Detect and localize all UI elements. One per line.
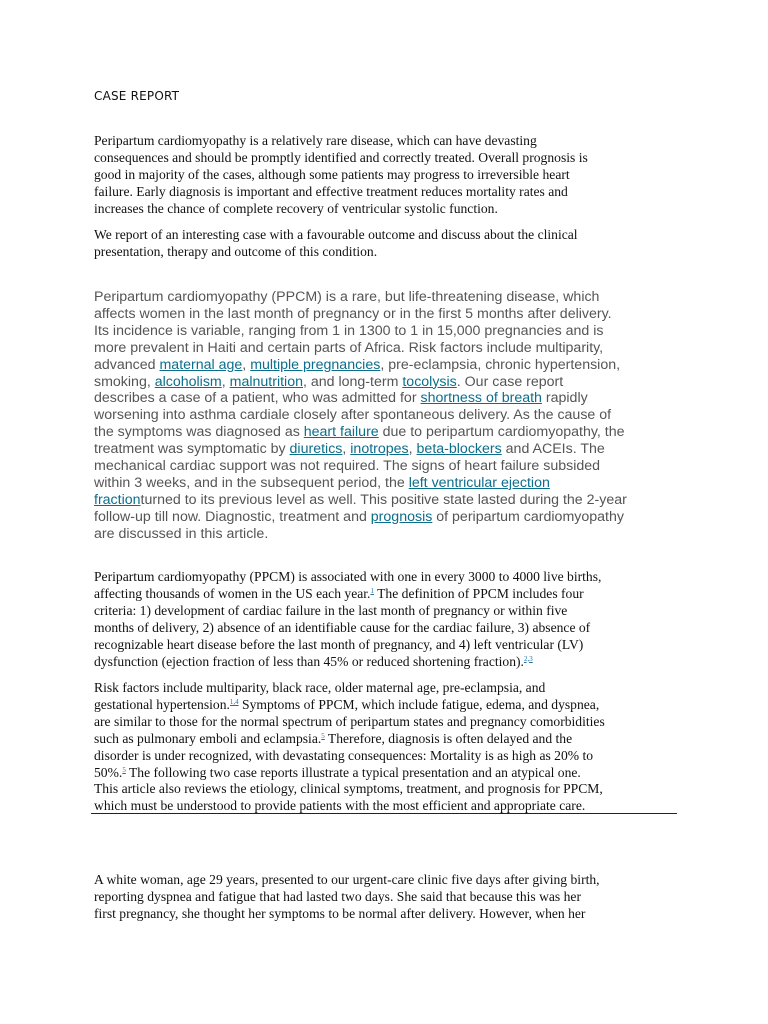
text-span: smoking, (94, 373, 155, 390)
link-beta-blockers[interactable]: beta-blockers (416, 441, 502, 458)
text-span: gestational hypertension. (94, 696, 230, 712)
text-line (94, 441, 694, 458)
text-line (94, 509, 694, 526)
text-line: good in majority of the cases, although some patients may progress to irreversible heart (94, 166, 570, 182)
text-line: more prevalent in Haiti and certain parts of Africa. Risk factors include multiparity, (94, 339, 604, 356)
text-line (94, 475, 694, 492)
text-span: The definition of PPCM includes four (373, 585, 584, 601)
text-line: are discussed in this article. (94, 525, 269, 542)
text-line (94, 654, 686, 671)
text-line (94, 586, 686, 603)
text-line: A white woman, age 29 years, presented to our urgent-care clinic five days after giving birth, (94, 872, 600, 887)
abstract-paragraph (94, 289, 694, 543)
text-line (94, 492, 694, 509)
text-span: within 3 weeks, and in the subsequent period, the (94, 474, 409, 491)
text-line: Peripartum cardiomyopathy is a relatively rare disease, which can have devasting (94, 133, 537, 148)
text-line: Peripartum cardiomyopathy (PPCM) is a rare, but life-threatening disease, which (94, 289, 600, 305)
text-span: , (221, 373, 230, 390)
text-line: worsening into asthma cardiale closely after spontaneous delivery. As the cause of (94, 407, 612, 424)
text-span: . Our case report (456, 373, 564, 390)
text-line (94, 374, 694, 391)
text-span: 50%. (94, 764, 123, 780)
text-span: turned to its previous level as well. This positive state lasted during the 2-year (140, 491, 627, 508)
reference-link[interactable]: 5 (321, 731, 325, 740)
text-line: Risk factors include multiparity, black race, older maternal age, pre-eclampsia, and (94, 680, 546, 695)
text-line: presentation, therapy and outcome of this condition. (94, 243, 378, 259)
text-line: mechanical cardiac support was not required. The signs of heart failure subsided (94, 458, 601, 475)
text-span: follow-up till now. Diagnostic, treatment and (94, 508, 371, 525)
text-span: rapidly (541, 390, 588, 407)
link-diuretics[interactable]: diuretics (289, 441, 343, 458)
intro-paragraph (94, 133, 686, 218)
text-span: advanced (94, 356, 160, 373)
text-span: , (408, 441, 417, 458)
reference-link[interactable]: 2,3 (523, 654, 533, 663)
link-left-ventricular-ejection[interactable]: left ventricular ejection (408, 474, 550, 491)
link-inotropes[interactable]: inotropes (350, 441, 409, 458)
text-span: , pre-eclampsia, chronic hypertension, (380, 356, 621, 373)
text-span: the symptoms was diagnosed as (94, 424, 304, 441)
reference-link[interactable]: 1,4 (229, 697, 239, 706)
link-maternal-age[interactable]: maternal age (159, 356, 243, 373)
link-tocolysis[interactable]: tocolysis (402, 373, 457, 390)
text-span: The following two case reports illustrate a typical presentation and an atypical one. (125, 764, 581, 780)
text-line: reporting dyspnea and fatigue that had lasted two days. She said that because this was her (94, 888, 581, 904)
text-line: This article also reviews the etiology, clinical symptoms, treatment, and prognosis for PPCM, (94, 781, 603, 797)
text-span: such as pulmonary emboli and eclampsia. (94, 730, 322, 746)
intro-paragraph-2 (94, 227, 686, 261)
text-line: consequences and should be promptly identified and correctly treated. Overall prognosis is (94, 149, 588, 165)
text-span: affecting thousands of women in the US each year. (94, 585, 371, 601)
text-span: due to peripartum cardiomyopathy, the (378, 424, 625, 441)
text-span: , and long-term (302, 373, 403, 390)
text-span: dysfunction (ejection fraction of less than 45% or reduced shortening fraction). (94, 653, 524, 669)
text-line: which must be understood to provide patients with the most efficient and appropriate care. (94, 798, 586, 814)
text-line (94, 697, 686, 714)
text-line: Its incidence is variable, ranging from 1 in 1300 to 1 in 15,000 pregnancies and is (94, 322, 604, 339)
text-span: , (342, 441, 351, 458)
text-line: first pregnancy, she thought her symptoms to be normal after delivery. However, when her (94, 905, 586, 921)
link-shortness-of-breath[interactable]: shortness of breath (420, 390, 542, 407)
link-malnutrition[interactable]: malnutrition (229, 373, 303, 390)
reference-link[interactable]: 5 (122, 765, 126, 774)
link-multiple-pregnancies[interactable]: multiple pregnancies (250, 356, 381, 373)
text-line (94, 765, 686, 782)
text-line (94, 357, 694, 374)
text-span: of peripartum cardiomyopathy (432, 508, 624, 525)
text-span: treatment was symptomatic by (94, 441, 290, 458)
text-span: Therefore, diagnosis is often delayed and the (324, 730, 573, 746)
text-line (94, 731, 686, 748)
text-line: We report of an interesting case with a favourable outcome and discuss about the clinical (94, 227, 578, 242)
text-line: disorder is under recognized, with devastating consequences: Mortality is as high as 20% to (94, 747, 594, 763)
body-paragraph-2 (94, 680, 686, 815)
text-span: and ACEIs. The (501, 441, 605, 458)
body-paragraph-3 (94, 872, 686, 923)
text-line: failure. Early diagnosis is important and effective treatment reduces mortality rates and (94, 183, 568, 199)
text-span: , (242, 356, 251, 373)
text-line: are similar to those for the normal spectrum of peripartum states and pregnancy comorbidities (94, 713, 605, 729)
text-span: Symptoms of PPCM, which include fatigue, edema, and dyspnea, (238, 696, 600, 712)
text-line: criteria: 1) development of cardiac failure in the last month of pregnancy or within five (94, 602, 568, 618)
text-line: Peripartum cardiomyopathy (PPCM) is associated with one in every 3000 to 4000 live births, (94, 569, 602, 584)
link-prognosis[interactable]: prognosis (370, 508, 433, 525)
horizontal-divider (91, 813, 677, 814)
text-line: increases the chance of complete recovery of ventricular systolic function. (94, 200, 498, 216)
text-line (94, 390, 694, 407)
link-fraction[interactable]: fraction (94, 491, 141, 508)
link-heart-failure[interactable]: heart failure (303, 424, 379, 441)
reference-link[interactable]: 1 (370, 586, 374, 595)
section-heading: CASE REPORT (94, 89, 180, 103)
link-alcoholism[interactable]: alcoholism (154, 373, 222, 390)
text-line: months of delivery, 2) absence of an identifiable cause for the cardiac failure, 3) absence of (94, 619, 591, 635)
text-span: describes a case of a patient, who was admitted for (94, 390, 421, 407)
text-line (94, 424, 694, 441)
text-line: affects women in the last month of pregnancy or in the first 5 months after delivery. (94, 305, 612, 322)
body-paragraph-1 (94, 569, 686, 670)
text-line: recognizable heart disease before the last month of pregnancy, and 4) left ventricular (LV) (94, 636, 584, 652)
